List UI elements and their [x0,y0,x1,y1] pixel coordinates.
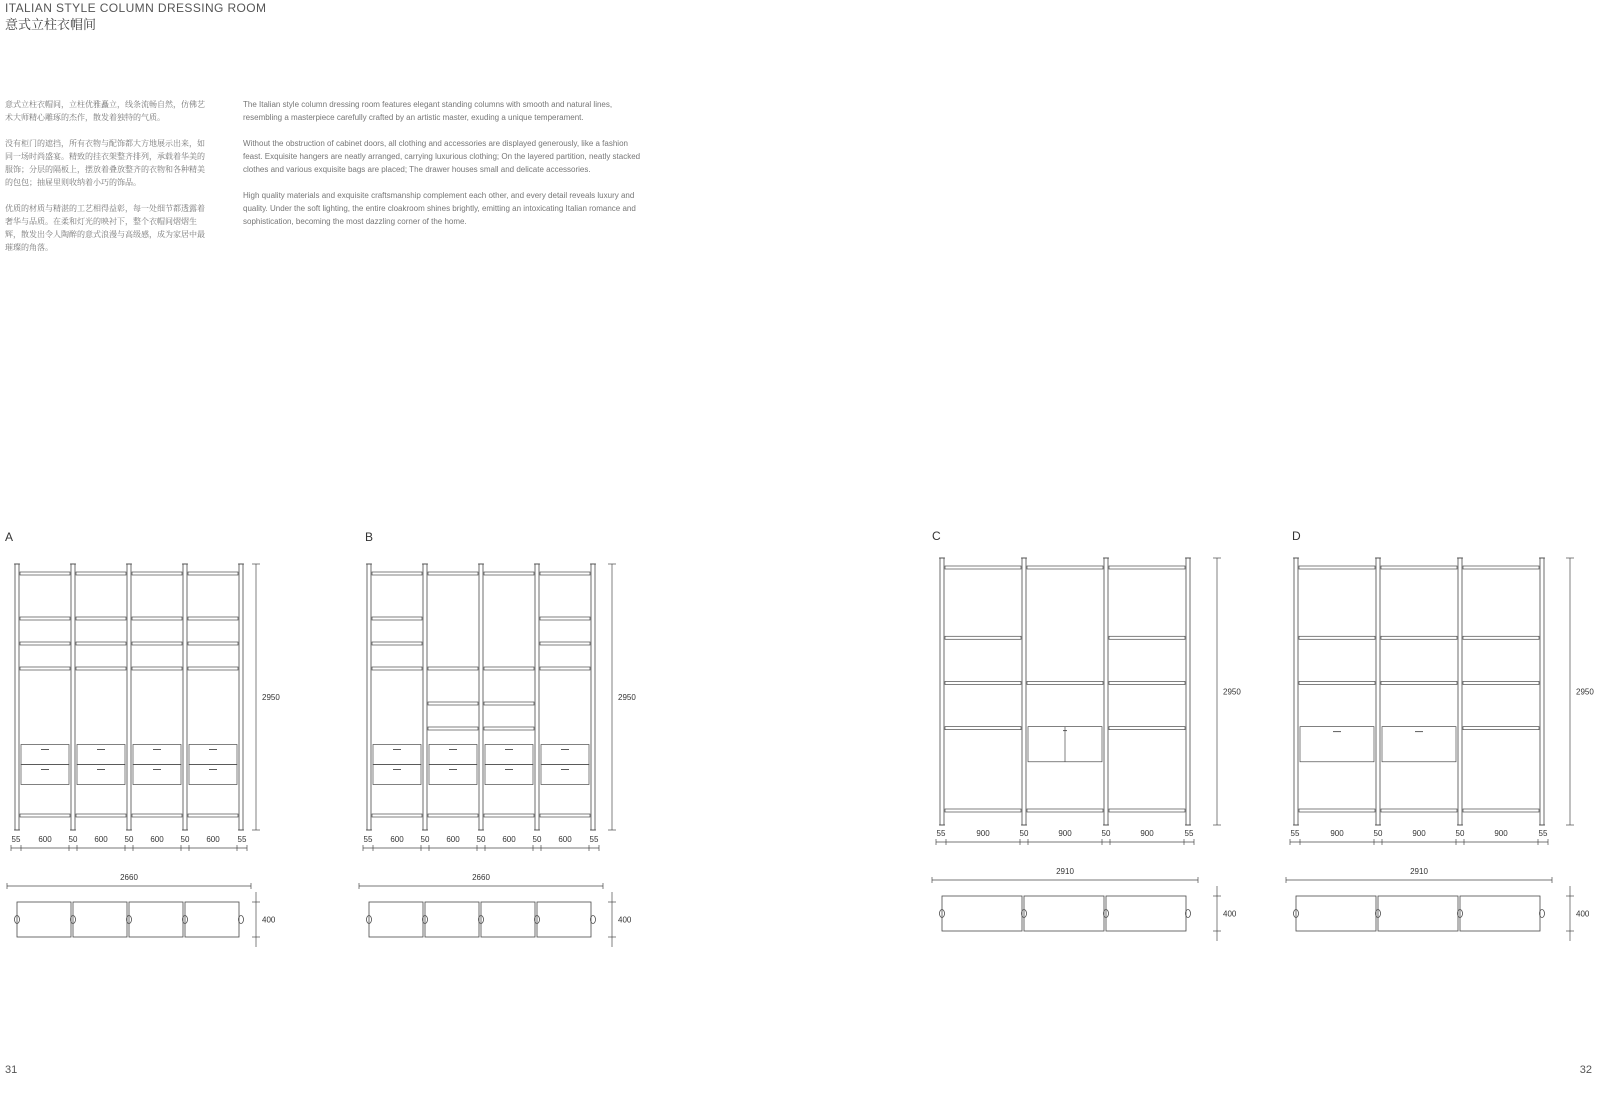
drawing-label-d: D [1292,529,1301,543]
bottom-shelf [76,814,126,817]
shelf [1381,636,1457,639]
drawer-front [133,745,181,765]
height-dimension-label: 2950 [262,693,280,702]
total-width-label: 2660 [472,873,490,882]
shelf [484,727,534,730]
height-dimension-label: 2950 [1223,687,1241,697]
column-post [239,564,243,830]
top-shelf [20,572,70,575]
column-post [591,564,595,830]
depth-dimension-label: 400 [1576,909,1590,919]
plan-bay [1024,896,1104,931]
drawer-front [189,765,237,785]
column-post [15,564,19,830]
drawer-front [373,765,421,785]
drawer-front [429,745,477,765]
shelf [1463,681,1539,684]
plan-bay [1378,896,1458,931]
width-segment-label: 50 [1019,829,1029,838]
top-shelf [1381,566,1457,569]
top-shelf [1463,566,1539,569]
bottom-shelf [484,814,534,817]
shelf [132,667,182,670]
title-chinese: 意式立柱衣帽间 [5,18,97,33]
width-segment-label: 50 [532,835,542,844]
width-segment-label: 900 [1412,829,1426,838]
shelf [945,681,1021,684]
bottom-shelf [1109,809,1185,812]
top-shelf [540,572,590,575]
width-segment-label: 50 [68,835,78,844]
plan-bay [1296,896,1376,931]
title-english: ITALIAN STYLE COLUMN DRESSING ROOM [5,1,267,15]
width-segment-label: 50 [1373,829,1383,838]
drawing-label-b: B [365,530,374,544]
shelf [1463,727,1539,730]
column-post [1458,558,1462,825]
drawer-front [541,745,589,765]
column-post [1540,558,1544,825]
bottom-shelf [132,814,182,817]
bottom-shelf [372,814,422,817]
shelf [188,617,238,620]
column-post [1022,558,1026,825]
column-post [71,564,75,830]
shelf [1109,681,1185,684]
shelf [428,667,478,670]
plan-bay [129,902,183,937]
page-number-right: 32 [1579,1064,1592,1076]
height-dimension-label: 2950 [1576,687,1594,697]
plan-bay [17,902,71,937]
bottom-shelf [20,814,70,817]
drawer-front [485,745,533,765]
shelf [20,617,70,620]
plan-bay [425,902,479,937]
shelf [76,667,126,670]
bottom-shelf [1463,809,1539,812]
width-segment-label: 600 [390,835,404,844]
column-post [127,564,131,830]
shelf [132,642,182,645]
width-segment-label: 600 [502,835,516,844]
intro-cn-paragraph: 没有柜门的遮挡，所有衣物与配饰都大方地展示出来，如同一场时尚盛宴。精致的挂衣架整齐排列，承载着华美的服饰；分层的隔板上，摆放着叠放整齐的衣物和各种精美的包包；抽屉里则收纳着小巧的饰品。 [5,139,205,187]
drawer-front [77,745,125,765]
drawer-front [429,765,477,785]
plan-bay [481,902,535,937]
intro-en-paragraph: The Italian style column dressing room features elegant standing columns with smooth and natural lines, resembling a masterpiece carefully crafted by an artistic master, exuding a unique temperament. [243,100,613,122]
plan-bay [1106,896,1186,931]
shelf [945,727,1021,730]
intro-cn-paragraph: 优质的材质与精湛的工艺相得益彰，每一处细节都透露着奢华与品质。在柔和灯光的映衬下，整个衣帽间熠熠生辉，散发出令人陶醉的意式浪漫与高级感，成为家居中最璀璨的角落。 [5,204,205,252]
width-segment-label: 900 [1058,829,1072,838]
width-segment-label: 900 [976,829,990,838]
column-post [367,564,371,830]
shelf [372,617,422,620]
shelf [1381,681,1457,684]
drawer-front [189,745,237,765]
shelf [76,617,126,620]
width-segment-label: 600 [558,835,572,844]
shelf [1027,681,1103,684]
shelf [540,667,590,670]
shelf [372,642,422,645]
drawer-front [541,765,589,785]
width-segment-label: 55 [1290,829,1300,838]
column-post [183,564,187,830]
bottom-shelf [1299,809,1375,812]
plan-bay [185,902,239,937]
column-post [940,558,944,825]
top-shelf [188,572,238,575]
top-shelf [76,572,126,575]
bottom-shelf [428,814,478,817]
top-shelf [1027,566,1103,569]
depth-dimension-label: 400 [1223,909,1237,919]
width-segment-label: 900 [1494,829,1508,838]
shelf [188,667,238,670]
column-post [535,564,539,830]
plan-bay [369,902,423,937]
width-segment-label: 50 [180,835,190,844]
shelf [945,636,1021,639]
shelf [1299,636,1375,639]
depth-dimension-label: 400 [262,915,276,925]
drawer-front [485,765,533,785]
top-shelf [484,572,534,575]
shelf [1109,636,1185,639]
plan-bay [73,902,127,937]
shelf [428,727,478,730]
width-segment-label: 50 [1455,829,1465,838]
width-segment-label: 55 [1184,829,1194,838]
drawer-front [373,745,421,765]
shelf [372,667,422,670]
shelf [76,642,126,645]
drawer-front [77,765,125,785]
column-post [423,564,427,830]
column-post [1186,558,1190,825]
intro-cn-paragraph: 意式立柱衣帽间，立柱优雅矗立，线条流畅自然，仿佛艺术大师精心雕琢的杰作，散发着独特的气质。 [5,100,205,122]
bottom-shelf [1381,809,1457,812]
total-width-label: 2910 [1056,867,1074,876]
column-post [1104,558,1108,825]
drawer-front [133,765,181,785]
width-segment-label: 900 [1140,829,1154,838]
column-post [1376,558,1380,825]
width-segment-label: 600 [150,835,164,844]
top-shelf [428,572,478,575]
drawing-label-a: A [5,530,14,544]
top-shelf [945,566,1021,569]
width-segment-label: 55 [237,835,247,844]
bottom-shelf [945,809,1021,812]
height-dimension-label: 2950 [618,693,636,702]
column-post [479,564,483,830]
total-width-label: 2910 [1410,867,1428,876]
shelf [1109,727,1185,730]
width-segment-label: 600 [38,835,52,844]
width-segment-label: 50 [124,835,134,844]
top-shelf [372,572,422,575]
column-post [1294,558,1298,825]
shelf [20,642,70,645]
top-shelf [1109,566,1185,569]
width-segment-label: 50 [420,835,430,844]
intro-en-paragraph: Without the obstruction of cabinet doors, all clothing and accessories are displayed generously, like a fashion feast. Exquisite hangers are neatly arranged, carrying luxurious clothing; On the layered partition, neatly stacked clothes and various exquisite bags are placed; The drawer houses small and delicate accessories. [243,139,641,174]
width-segment-label: 50 [476,835,486,844]
width-segment-label: 50 [1101,829,1111,838]
width-segment-label: 55 [363,835,373,844]
plan-bay [1460,896,1540,931]
bottom-shelf [540,814,590,817]
shelf [20,667,70,670]
width-segment-label: 55 [1538,829,1548,838]
width-segment-label: 900 [1330,829,1344,838]
shelf [1299,681,1375,684]
width-segment-label: 600 [206,835,220,844]
depth-dimension-label: 400 [618,915,632,925]
top-shelf [132,572,182,575]
shelf [132,617,182,620]
plan-bay [942,896,1022,931]
width-segment-label: 55 [936,829,946,838]
shelf [1463,636,1539,639]
shelf [540,642,590,645]
page-number-left: 31 [5,1064,18,1076]
bottom-shelf [1027,809,1103,812]
plan-bay [537,902,591,937]
total-width-label: 2660 [120,873,138,882]
width-segment-label: 600 [446,835,460,844]
intro-en-paragraph: High quality materials and exquisite craftsmanship complement each other, and every detail reveals luxury and quality. Under the soft lighting, the entire cloakroom shines brightly, emitting an intoxicating Italian romance and sophistication, becoming the most dazzling corner of the home. [243,191,636,226]
drawer-front [21,745,69,765]
shelf [428,702,478,705]
width-segment-label: 600 [94,835,108,844]
shelf [484,702,534,705]
width-segment-label: 55 [589,835,599,844]
top-shelf [1299,566,1375,569]
bottom-shelf [188,814,238,817]
drawing-label-c: C [932,529,941,543]
shelf [484,667,534,670]
drawer-front [21,765,69,785]
width-segment-label: 55 [11,835,21,844]
shelf [188,642,238,645]
shelf [540,617,590,620]
